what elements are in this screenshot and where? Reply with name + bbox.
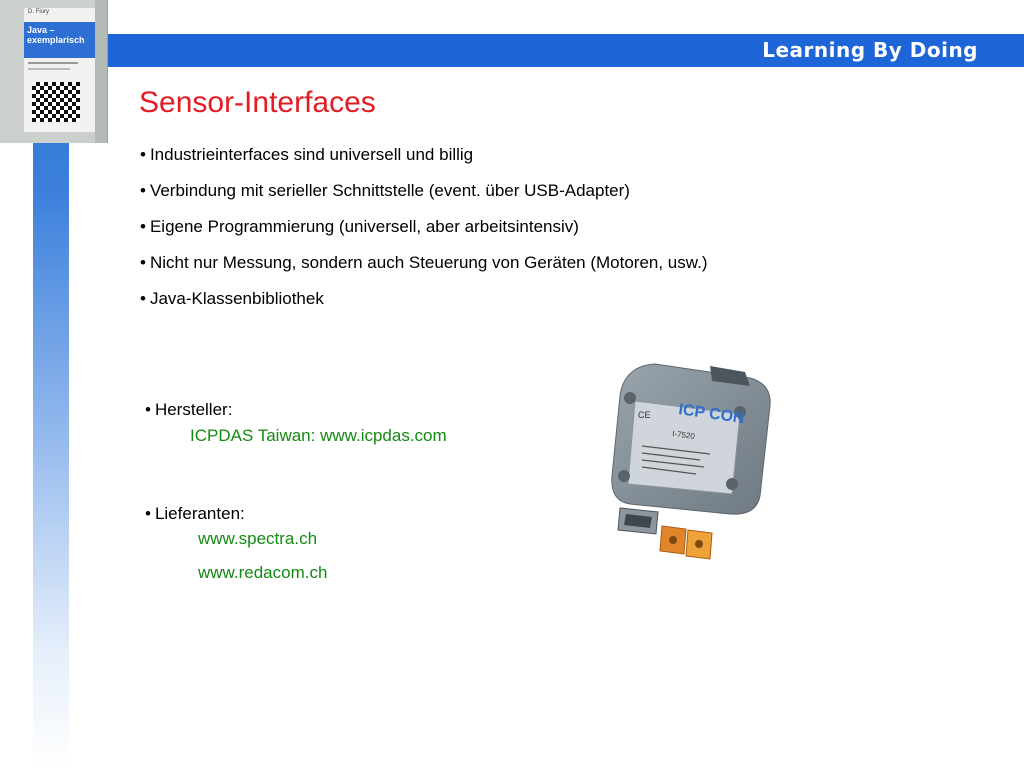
suppliers-label: • Lieferanten: [145,504,245,523]
device-brand: ICP CON [677,401,746,428]
screw-hole [618,470,630,482]
book-cover-front [24,8,96,132]
book-title: Java – exemplarisch [24,22,96,58]
bullet-item: • Industrieinterfaces sind universell und billig [140,144,707,180]
header-tagline: Learning By Doing [762,38,978,62]
supplier-link-redacom[interactable]: www.redacom.ch [198,563,328,582]
icpcon-device-image [600,356,780,571]
screw-hole [624,392,636,404]
device-model: I-7520 [671,429,696,442]
manufacturer-link[interactable]: ICPDAS Taiwan: www.icpdas.com [190,426,447,445]
supplier-link-spectra[interactable]: www.spectra.ch [198,529,318,548]
bullet-item: • Verbindung mit serieller Schnittstelle (event. über USB-Adapter) [140,180,707,216]
bullet-item: • Eigene Programmierung (universell, aber arbeitsintensiv) [140,216,707,252]
book-spine [95,0,107,143]
manufacturer-block [145,400,232,420]
bullet-item: • Nicht nur Messung, sondern auch Steuerung von Geräten (Motoren, usw.) [140,252,707,288]
terminal-screw [669,536,677,544]
terminal-screw [695,540,703,548]
manufacturer-label: • Hersteller: [145,400,232,419]
chessboard-graphic [32,82,80,122]
book-cover-image [0,0,108,143]
slide-title: Sensor-Interfaces [139,86,376,119]
device-ce-mark: CE [638,410,651,420]
bullet-list [140,144,707,324]
book-author: D. Flury [28,9,49,15]
book-text-line [28,68,70,70]
book-text-line [28,62,78,64]
screw-hole [726,478,738,490]
suppliers-block [145,504,245,524]
bullet-item: • Java-Klassenbibliothek [140,288,707,324]
